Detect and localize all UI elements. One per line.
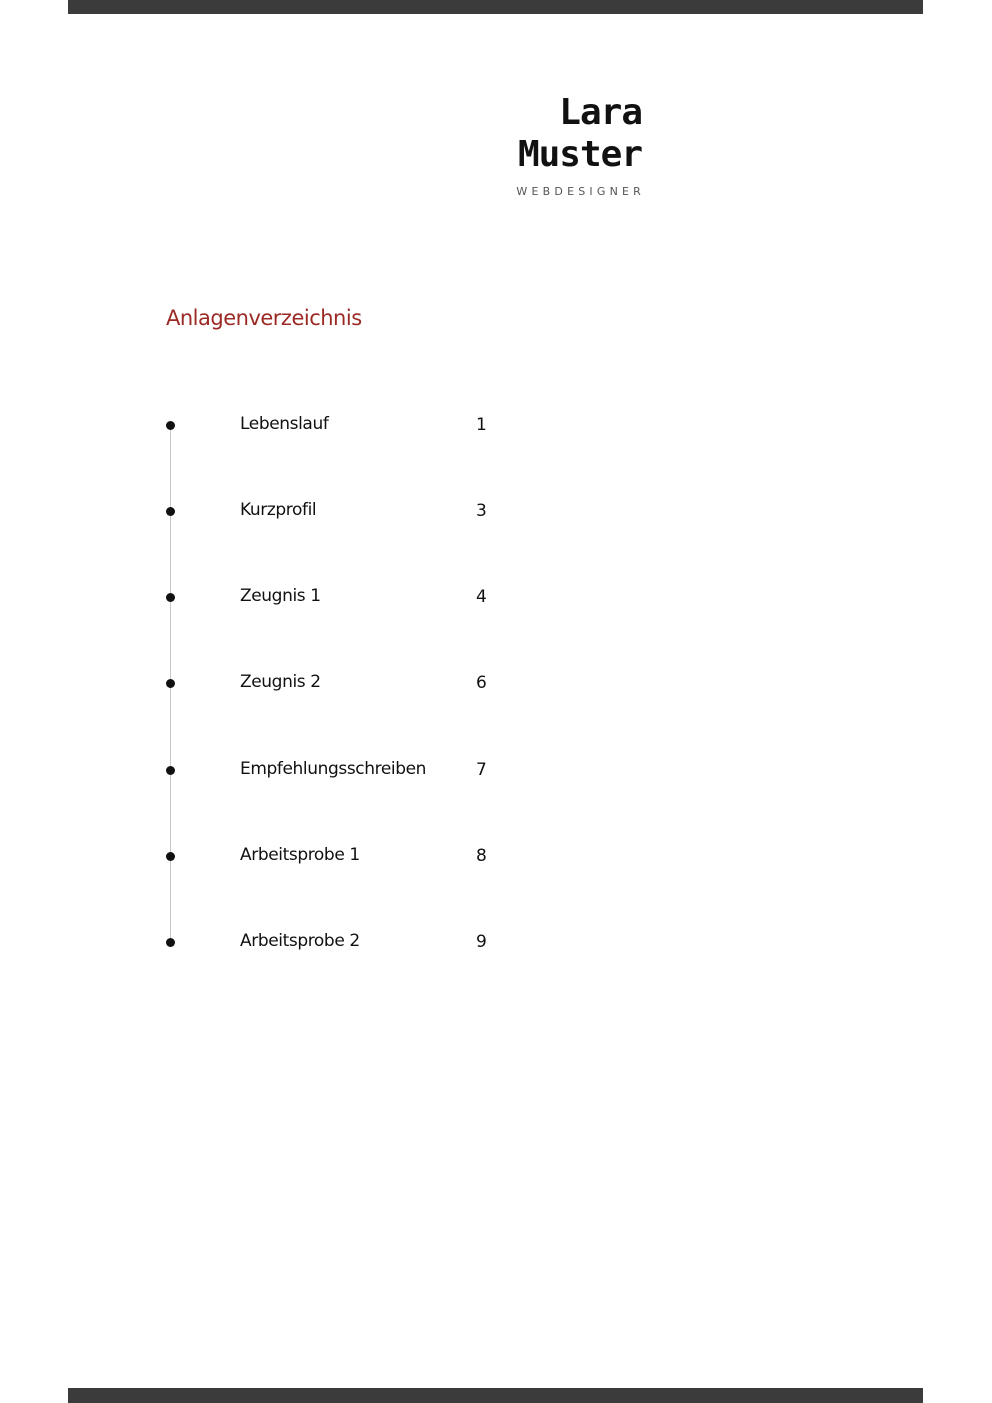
brand-first-name: Lara [559, 92, 642, 133]
list-item [0, 586, 600, 616]
list-item [0, 759, 600, 789]
bullet-dot [166, 679, 175, 688]
page-title: Anlagenverzeichnis [166, 306, 362, 330]
brand-logo [470, 92, 645, 198]
entry-label: Kurzprofil [240, 500, 317, 520]
brand-last-name: Muster [517, 134, 642, 175]
entry-label: Empfehlungsschreiben [240, 759, 427, 779]
list-item [0, 672, 600, 702]
entry-page-number: 4 [476, 587, 487, 607]
bullet-dot [166, 766, 175, 775]
entry-page-number: 6 [476, 673, 487, 693]
entry-label: Zeugnis 2 [240, 672, 321, 692]
bullet-dot [166, 852, 175, 861]
entry-page-number: 9 [476, 932, 487, 952]
entry-label: Zeugnis 1 [240, 586, 321, 606]
top-bar [68, 0, 923, 14]
list-item [0, 500, 600, 530]
entry-page-number: 1 [476, 415, 487, 435]
entry-label: Arbeitsprobe 2 [240, 931, 360, 951]
bullet-dot [166, 507, 175, 516]
bullet-dot [166, 421, 175, 430]
entry-label: Lebenslauf [240, 414, 329, 434]
bullet-dot [166, 593, 175, 602]
bottom-bar [68, 1388, 923, 1403]
entry-page-number: 7 [476, 760, 487, 780]
entry-page-number: 3 [476, 501, 487, 521]
brand-role: WEBDESIGNER [516, 185, 645, 198]
list-item [0, 414, 600, 444]
entry-label: Arbeitsprobe 1 [240, 845, 360, 865]
entry-page-number: 8 [476, 846, 487, 866]
list-item [0, 931, 600, 961]
bullet-dot [166, 938, 175, 947]
list-item [0, 845, 600, 875]
